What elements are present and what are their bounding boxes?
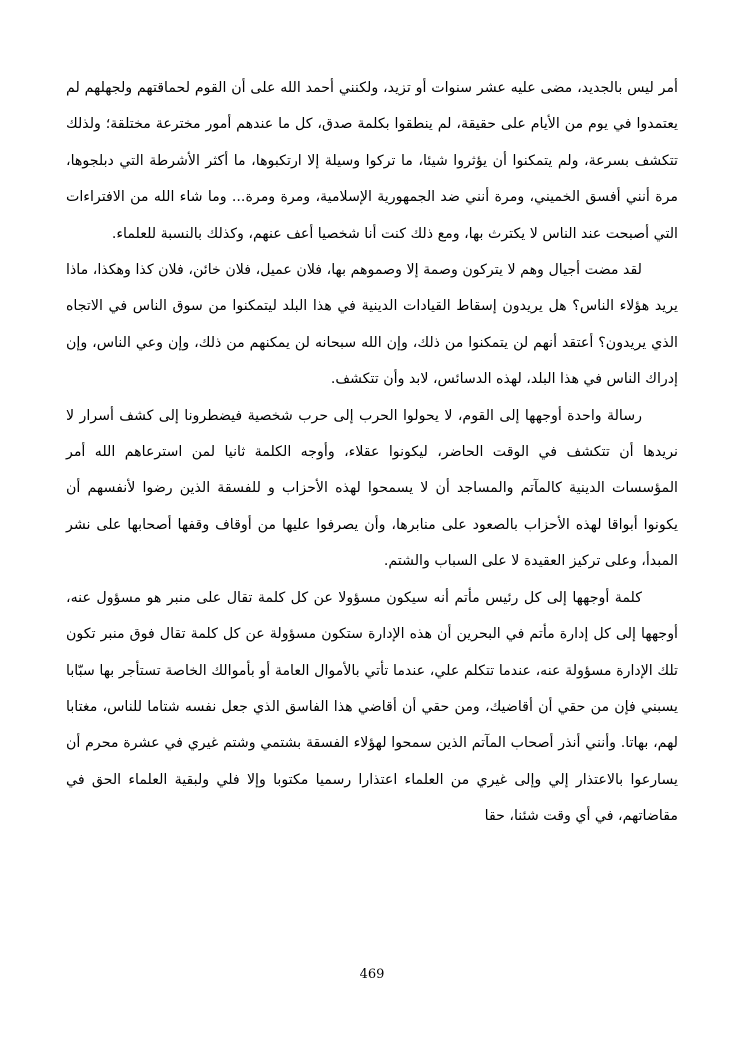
paragraph-1: أمر ليس بالجديد، مضى عليه عشر سنوات أو تزيد، ولكنني أحمد الله على أن القوم لحماقتهم ولجهلهم لم يعتمدوا في يوم من الأيام على حقيقة، لم ينطقوا بكلمة صدق، كل ما عندهم أمور مخترعة مختلقة؛ ولذلك تتكشف بسرعة، ولم يتمكنوا أن يؤثروا شيئا، ما تركوا وسيلة إلا ارتكبوها، ما أكثر الأشرطة التي دبلجوها، مرة أنني أفسق الخميني، ومرة أنني ضد الجمهورية الإسلامية، ومرة ومرة... وما شاء الله من الافتراءات التي أصبحت عند الناس لا يكترث بها، ومع ذلك كنت أنا شخصيا أعف عنهم، وكذلك بالنسبة للعلماء. [66, 80, 678, 242]
document-body [66, 70, 678, 835]
paragraph-3: رسالة واحدة أوجهها إلى القوم، لا يحولوا الحرب إلى حرب شخصية فيضطرونا إلى كشف أسرار لا نريدها أن تتكشف في الوقت الحاضر، ليكونوا عقلاء، وأوجه الكلمة ثانيا لمن استرعاهم الله أمر المؤسسات الدينية كالمآتم والمساجد أن لا يسمحوا لهذه الأحزاب و للفسقة الذين رضوا لأنفسهم أن يكونوا أبواقا لهذه الأحزاب بالصعود على منابرها، وأن يصرفوا عليها من أوقاف وقفها أصحابها على نشر المبدأ، وعلى تركيز العقيدة لا على السباب والشتم. [66, 407, 678, 570]
page-number: 469 [359, 967, 385, 982]
paragraph-4: كلمة أوجهها إلى كل رئيس مأتم أنه سيكون مسؤولا عن كل كلمة تقال على منبر هو مسؤول عنه، أوجهها إلى كل إدارة مأتم في البحرين أن هذه الإدارة ستكون مسؤولة عن كل كلمة تقال فوق منبر تكون تلك الإدارة مسؤولة عنه، عندما تتكلم علي، عندما تأتي بالأموال العامة أو بأموالك الخاصة تستأجر بها سبّابا يسبني فإن من حقي أن أقاضيك، ومن حقي أن أقاضي هذا الفاسق الذي جعل نفسه شتاما للناس، مغتابا لهم، بهاتا. وأنني أنذر أصحاب المآتم الذين سمحوا لهؤلاء الفسقة بشتمي وشتم غيري في عشرة محرم أن يسارعوا بالاعتذار إلي وإلى غيري من العلماء اعتذارا رسميا مكتوبا وإلا فلي ولبقية العلماء الحق في مقاضاتهم، في أي وقت شئنا، حقا [66, 589, 678, 825]
paragraph-2: لقد مضت أجيال وهم لا يتركون وصمة إلا وصموهم بها، فلان عميل، فلان خائن، فلان كذا وهكذا، ماذا يريد هؤلاء الناس؟ هل يريدون إسقاط القيادات الدينية في هذا البلد ليتمكنوا من سوق الناس في الاتجاه الذي يريدون؟ أعتقد أنهم لن يتمكنوا من ذلك، وإن الله سبحانه لن يمكنهم من ذلك، وإن وعي الناس، وإن إدراك الناس في هذا البلد، لهذه الدسائس، لابد وأن تتكشف. [66, 262, 678, 388]
